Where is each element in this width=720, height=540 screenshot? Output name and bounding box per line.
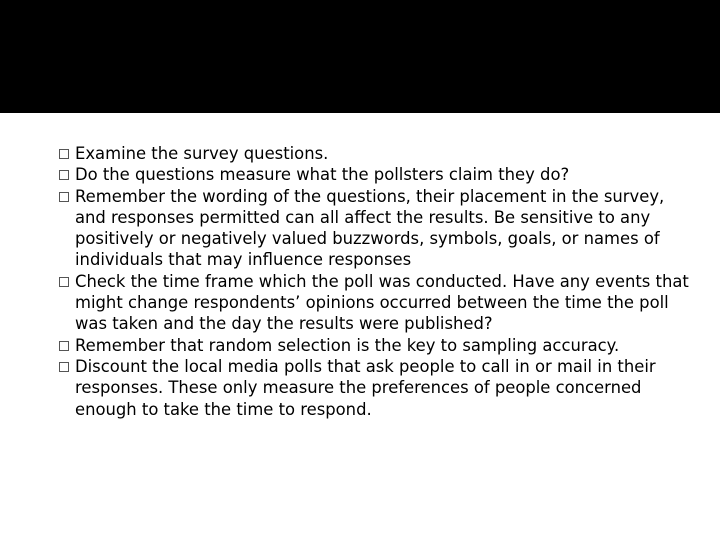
square-bullet-icon [59, 277, 69, 287]
bullet-item [58, 143, 698, 164]
square-bullet-icon [59, 341, 69, 351]
bullet-item [58, 164, 698, 185]
bullet-text: Do the questions measure what the pollsters claim they do? [75, 165, 570, 185]
bullet-text: Remember the wording of the questions, their placement in the survey, and responses permitted can all affect the results. Be sensitive to any positively or negatively valued buzzwords, symbols, goals, or names of individuals that may influence responses [75, 186, 665, 270]
bullet-item [58, 335, 698, 356]
square-bullet-icon [59, 170, 69, 180]
title-band [0, 0, 720, 113]
bullet-text: Examine the survey questions. [75, 144, 329, 163]
square-bullet-icon [59, 149, 69, 159]
bullet-text: Discount the local media polls that ask people to call in or mail in their responses. These only measure the preferences of people concerned enough to take the time to respond. [75, 356, 656, 419]
square-bullet-icon [59, 362, 69, 372]
bullet-item [58, 186, 698, 271]
bullet-list [58, 143, 698, 420]
bullet-text: Remember that random selection is the key to sampling accuracy. [75, 335, 620, 355]
bullet-item [58, 356, 698, 420]
bullet-text: Check the time frame which the poll was conducted. Have any events that might change respondents’ opinions occurred between the time the poll was taken and the day the results were published? [75, 271, 689, 334]
square-bullet-icon [59, 192, 69, 202]
bullet-item [58, 271, 698, 335]
